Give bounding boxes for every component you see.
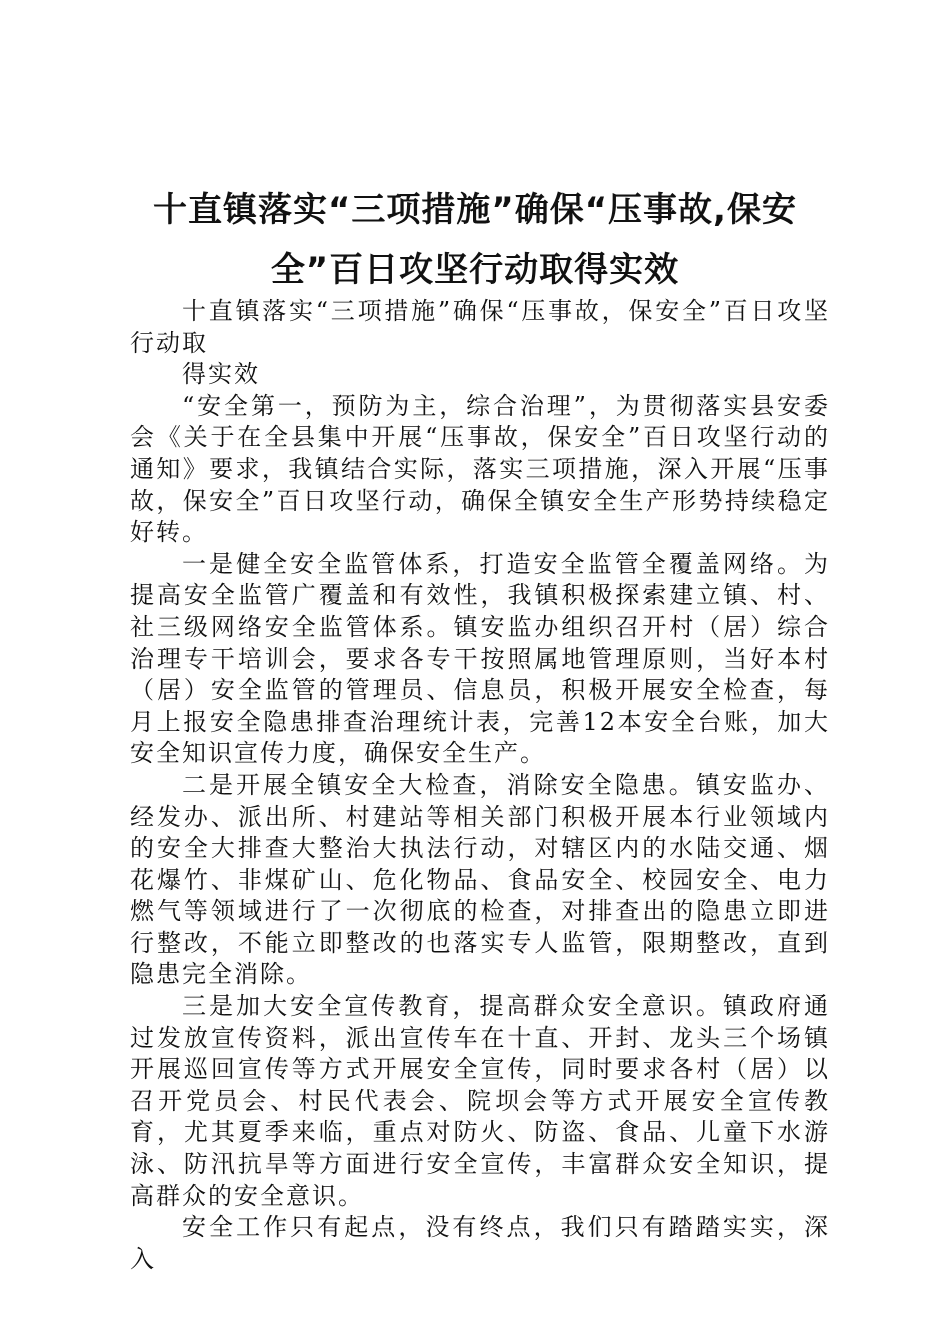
document-title: 十直镇落实“三项措施”确保“压事故,保安全”百日攻坚行动取得实效 — [153, 190, 797, 290]
document-body — [130, 296, 830, 1275]
paragraph-intro: “安全第一，预防为主，综合治理”，为贯彻落实县安委会《关于在全县集中开展“压事故，保安全”百日攻坚行动的通知》要求，我镇结合实际，落实三项措施，深入开展“压事故，保安全”百日攻坚行动，确保全镇安全生产形势持续稳定好转。 — [130, 391, 830, 547]
paragraph-measure-two: 二是开展全镇安全大检查，消除安全隐患。镇安监办、经发办、派出所、村建站等相关部门积极开展本行业领域内的安全大排查大整治大执法行动，对辖区内的水陆交通、烟花爆竹、非煤矿山、危化物品、食品安全、校园安全、电力燃气等领域进行了一次彻底的检查，对排查出的隐患立即进行整改，不能立即整改的也落实专人监管，限期整改，直到隐患完全消除。 — [130, 770, 830, 989]
paragraph-measure-one: 一是健全安全监管体系，打造安全监管全覆盖网络。为提高安全监管广覆盖和有效性，我镇积极探索建立镇、村、社三级网络安全监管体系。镇安监办组织召开村（居）综合治理专干培训会，要求各专干按照属地管理原则，当好本村（居）安全监管的管理员、信息员，积极开展安全检查，每月上报安全隐患排查治理统计表，完善12本安全台账，加大安全知识宣传力度，确保安全生产。 — [130, 549, 830, 768]
paragraph-measure-three: 三是加大安全宣传教育，提高群众安全意识。镇政府通过发放宣传资料，派出宣传车在十直、开封、龙头三个场镇开展巡回宣传等方式开展安全宣传，同时要求各村（居）以召开党员会、村民代表会、院坝会等方式开展安全宣传教育，尤其夏季来临，重点对防火、防盗、食品、儿童下水游泳、防汛抗旱等方面进行安全宣传，丰富群众安全知识，提高群众的安全意识。 — [130, 992, 830, 1210]
paragraph-heading-continuation: 得实效 — [182, 360, 260, 389]
paragraph-heading-repeat: 十直镇落实“三项措施”确保“压事故，保安全”百日攻坚行动取 — [130, 297, 830, 357]
paragraph-conclusion: 安全工作只有起点，没有终点，我们只有踏踏实实，深入 — [130, 1213, 830, 1273]
